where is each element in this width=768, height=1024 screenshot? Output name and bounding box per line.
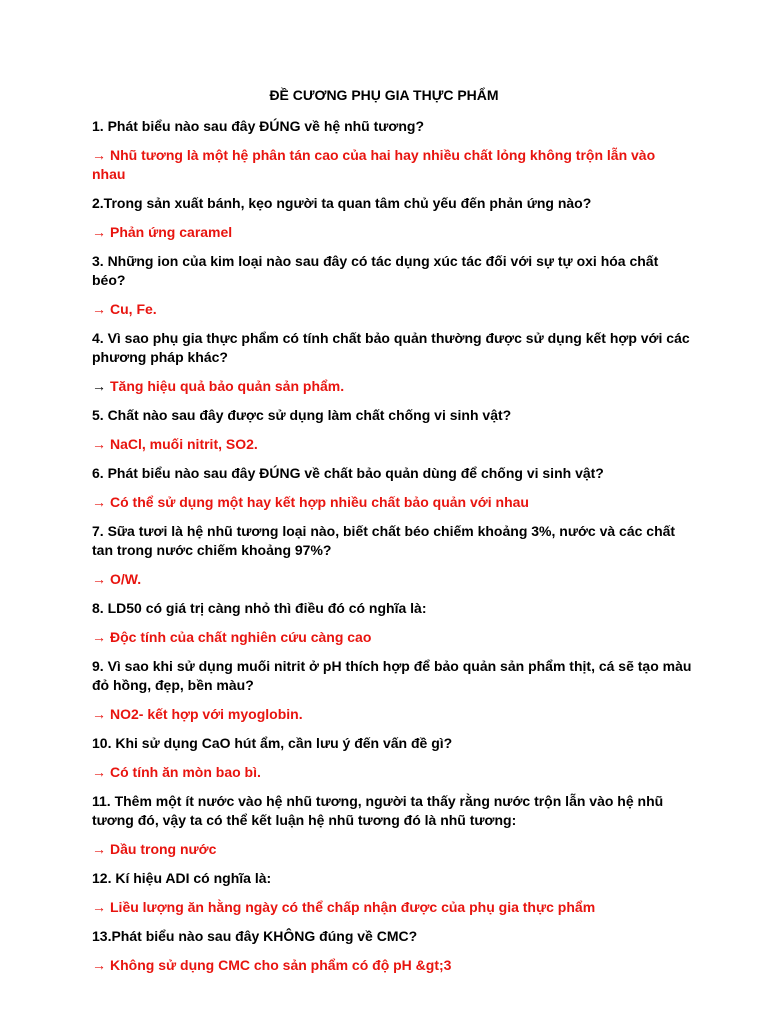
answer-line — [92, 300, 692, 319]
qa-item — [92, 329, 692, 396]
answer-text: Phản ứng caramel — [110, 224, 233, 240]
qa-item — [92, 194, 692, 242]
question-text: 3. Những ion của kim loại nào sau đây có tác dụng xúc tác đối với sự tự oxi hóa chất béo? — [92, 253, 663, 288]
qa-item — [92, 927, 692, 975]
qa-item — [92, 406, 692, 454]
question-text: 6. Phát biểu nào sau đây ĐÚNG về chất bảo quản dùng để chống vi sinh vật? — [92, 465, 604, 481]
answer-line — [92, 493, 692, 512]
qa-item — [92, 734, 692, 782]
answer-line — [92, 570, 692, 589]
answer-text: Dầu trong nước — [110, 841, 217, 857]
question-text: 13.Phát biểu nào sau đây KHÔNG đúng về CMC? — [92, 928, 418, 944]
question-text: 2.Trong sản xuất bánh, kẹo người ta quan tâm chủ yếu đến phản ứng nào? — [92, 195, 592, 211]
question-text: 4. Vì sao phụ gia thực phẩm có tính chất bảo quản thường được sử dụng kết hợp với các phương pháp khác? — [92, 330, 690, 365]
question-text: 1. Phát biểu nào sau đây ĐÚNG về hệ nhũ tương? — [92, 118, 425, 134]
answer-text: Có tính ăn mòn bao bì. — [110, 764, 261, 780]
qa-item — [92, 252, 692, 319]
right-arrow-icon: → — [92, 224, 106, 240]
answer-text: NO2- kết hợp với myoglobin. — [110, 706, 303, 722]
right-arrow-icon: → — [92, 629, 106, 645]
answer-line — [92, 956, 692, 975]
right-arrow-icon: → — [92, 147, 106, 163]
right-arrow-icon: → — [92, 706, 106, 722]
right-arrow-icon: → — [92, 764, 106, 780]
right-arrow-icon: → — [92, 378, 106, 394]
answer-line — [92, 763, 692, 782]
answer-text: Độc tính của chất nghiên cứu càng cao — [110, 629, 372, 645]
answer-text: Tăng hiệu quả bảo quản sản phẩm. — [110, 378, 345, 394]
right-arrow-icon: → — [92, 841, 106, 857]
answer-text: O/W. — [110, 571, 142, 587]
answer-text: NaCl, muối nitrit, SO2. — [110, 436, 258, 452]
right-arrow-icon: → — [92, 957, 106, 973]
qa-item — [92, 869, 692, 917]
answer-text: Liều lượng ăn hằng ngày có thể chấp nhận được của phụ gia thực phẩm — [110, 899, 596, 915]
answer-text: Có thể sử dụng một hay kết hợp nhiều chất bảo quản với nhau — [110, 494, 529, 510]
right-arrow-icon: → — [92, 571, 106, 587]
question-text: 11. Thêm một ít nước vào hệ nhũ tương, người ta thấy rằng nước trộn lẫn vào hệ nhũ tương đó, vậy ta có thể kết luận hệ nhũ tương đó là nhũ tương: — [92, 793, 664, 828]
qa-item — [92, 464, 692, 512]
answer-text: Cu, Fe. — [110, 301, 157, 317]
question-text: 7. Sữa tươi là hệ nhũ tương loại nào, biết chất béo chiếm khoảng 3%, nước và các chất tan trong nước chiếm khoảng 97%? — [92, 523, 676, 558]
question-text: 12. Kí hiệu ADI có nghĩa là: — [92, 870, 272, 886]
question-text: 9. Vì sao khi sử dụng muối nitrit ở pH thích hợp để bảo quản sản phẩm thịt, cá sẽ tạo màu đỏ hồng, đẹp, bền màu? — [92, 658, 692, 693]
answer-text: Không sử dụng CMC cho sản phẩm có độ pH &gt;3 — [110, 957, 452, 973]
qa-item — [92, 657, 692, 724]
answer-line — [92, 898, 692, 917]
right-arrow-icon: → — [92, 436, 106, 452]
question-text: 10. Khi sử dụng CaO hút ẩm, cần lưu ý đến vấn đề gì? — [92, 735, 453, 751]
answer-line — [92, 223, 692, 242]
question-text: 8. LD50 có giá trị càng nhỏ thì điều đó có nghĩa là: — [92, 600, 427, 616]
answer-text: Nhũ tương là một hệ phân tán cao của hai hay nhiều chất lỏng không trộn lẫn vào nhau — [92, 147, 660, 182]
answer-line — [92, 435, 692, 454]
answer-line — [92, 840, 692, 859]
qa-item — [92, 522, 692, 589]
qa-list — [92, 117, 692, 985]
answer-line — [92, 705, 692, 724]
answer-line — [92, 628, 692, 647]
right-arrow-icon: → — [92, 494, 106, 510]
answer-line — [92, 377, 692, 396]
qa-item — [92, 117, 692, 184]
page-title: ĐỀ CƯƠNG PHỤ GIA THỰC PHẨM — [269, 87, 499, 103]
qa-item — [92, 599, 692, 647]
answer-line — [92, 146, 692, 184]
question-text: 5. Chất nào sau đây được sử dụng làm chất chống vi sinh vật? — [92, 407, 512, 423]
qa-item — [92, 792, 692, 859]
right-arrow-icon: → — [92, 301, 106, 317]
right-arrow-icon: → — [92, 899, 106, 915]
